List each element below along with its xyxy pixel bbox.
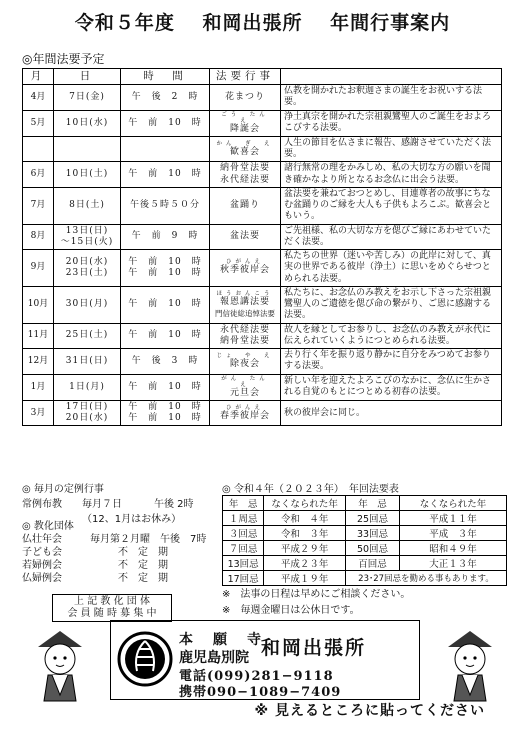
month-text: 7月 bbox=[30, 200, 46, 211]
date-text: 8日(土) bbox=[69, 200, 105, 211]
nenki-note-cell: 23･27回忌を勤める事もあります。 bbox=[346, 571, 507, 586]
note-schedule: ※ 法事の日程は早めにご相談ください。 bbox=[222, 589, 411, 600]
group-item bbox=[22, 559, 222, 572]
row-event bbox=[210, 224, 281, 250]
time-text: 午 前 9 時 bbox=[131, 231, 199, 242]
nenki-table bbox=[222, 495, 507, 586]
row-date bbox=[54, 136, 121, 162]
nenki-cell: 令和 ４年 bbox=[264, 511, 346, 526]
event-ruby: ごう たん え bbox=[221, 111, 279, 124]
date-text: 7日(金) bbox=[69, 91, 105, 102]
month-text: 1月 bbox=[30, 381, 46, 392]
group-schedule: 不 定 期 bbox=[118, 547, 168, 558]
row-date bbox=[54, 323, 121, 349]
row-month bbox=[23, 187, 54, 224]
nenki-cell: ３回忌 bbox=[223, 526, 264, 541]
nenki-cell: 大正１３年 bbox=[400, 556, 507, 571]
row-time bbox=[121, 224, 210, 250]
title-label: 年間行事案内 bbox=[330, 12, 451, 34]
schedule-heading: ◎年間法要予定 bbox=[22, 52, 105, 66]
row-date bbox=[54, 85, 121, 111]
row-time bbox=[121, 85, 210, 111]
row-date bbox=[54, 400, 121, 426]
row-desc bbox=[281, 110, 502, 136]
date-text: 17日(日) bbox=[65, 401, 109, 412]
monthly-row bbox=[22, 497, 222, 512]
group-name: 仏壮年会 bbox=[22, 534, 62, 545]
desc-text: 新しい年を迎えたよろこびのなかに、念仏に生かされる自覚のもとにつとめる初春の法要。 bbox=[284, 376, 492, 398]
desc-text: 故人を縁としてお参りし、お念仏のみ教えが永代に伝えられていくようにつとめられる法要。 bbox=[284, 324, 492, 346]
schedule-row bbox=[23, 349, 502, 375]
nenki-col-header: 年 忌 bbox=[223, 496, 264, 511]
event-text: 花まつり bbox=[224, 91, 265, 102]
row-date bbox=[54, 162, 121, 188]
event-ruby: ひがんえ bbox=[225, 259, 264, 266]
row-date bbox=[54, 187, 121, 224]
nenki-cell: 平成２９年 bbox=[264, 541, 346, 556]
row-month bbox=[23, 250, 54, 287]
col-time: 時 間 bbox=[121, 69, 210, 85]
row-date bbox=[54, 250, 121, 287]
wisteria-crest-icon bbox=[117, 631, 173, 687]
date-text: 20日(水) bbox=[65, 256, 109, 267]
time-text: 午 後 2 時 bbox=[131, 91, 199, 102]
date-text: 31日(日) bbox=[65, 355, 109, 366]
monk-mascot-right-icon bbox=[440, 625, 500, 705]
row-desc bbox=[281, 286, 502, 323]
date-text: 10日(水) bbox=[65, 117, 109, 128]
col-date: 日 bbox=[54, 69, 121, 85]
time-text: 午 前 10 時 bbox=[128, 169, 202, 179]
group-item bbox=[22, 546, 222, 559]
event-text: 秋季彼岸会 bbox=[219, 265, 270, 276]
desc-text: 人生の節目を仏さまに報告、感謝させていただく法要。 bbox=[284, 137, 492, 160]
schedule-row bbox=[23, 374, 502, 400]
recruit-box bbox=[52, 594, 172, 622]
nenki-cell: 平成１９年 bbox=[264, 571, 346, 586]
month-text: 4月 bbox=[30, 91, 46, 102]
time-text: 午 前 10 時 bbox=[128, 401, 202, 412]
schedule-row bbox=[23, 187, 502, 224]
row-date bbox=[54, 110, 121, 136]
desc-text: 浄土真宗を開かれた宗祖親鸞聖人のご誕生をおよろこびする法要。 bbox=[284, 112, 492, 134]
row-event bbox=[210, 286, 281, 323]
time-text: 午 前 10 時 bbox=[128, 256, 202, 267]
nenki-row bbox=[223, 556, 507, 571]
schedule-header-row bbox=[23, 69, 502, 85]
event-text: 歓喜会 bbox=[229, 146, 260, 157]
schedule-row bbox=[23, 323, 502, 349]
bottom-notice: ※ 見えるところに貼ってください bbox=[254, 703, 485, 719]
event-ruby: じょ や え bbox=[216, 352, 274, 359]
monthly-heading: ◎ 毎月の定例行事 bbox=[22, 484, 104, 495]
row-time bbox=[121, 110, 210, 136]
date2-text: 23日(土) bbox=[65, 268, 109, 278]
time-text: 午 前 10 時 bbox=[128, 381, 202, 392]
title-era: 令和５年度 bbox=[74, 12, 175, 34]
nenki-row bbox=[223, 541, 507, 556]
row-event bbox=[210, 250, 281, 287]
row-time bbox=[121, 250, 210, 287]
monthly-time: 午後 2時 bbox=[154, 499, 194, 510]
desc-text: 秋の彼岸会に同じ。 bbox=[284, 407, 366, 418]
row-event bbox=[210, 136, 281, 162]
desc-text: 諸行無常の理をかみしめ、私の大切な方の願いを聞き確かなより所となるお念仏に出会う法要。 bbox=[284, 163, 491, 185]
date-text: 13日(日) bbox=[65, 225, 109, 236]
group-name: 若婦例会 bbox=[22, 560, 62, 571]
row-time bbox=[121, 400, 210, 426]
nenki-row bbox=[223, 526, 507, 541]
desc-text: 去り行く年を振り返り静かに自分をみつめてお参りする法要。 bbox=[284, 350, 491, 372]
group-name: 子ども会 bbox=[22, 547, 62, 558]
nenki-cell: 25回忌 bbox=[346, 511, 400, 526]
monthly-day: 毎月７日 bbox=[82, 499, 122, 510]
row-time bbox=[121, 187, 210, 224]
month-text: 12月 bbox=[27, 355, 49, 366]
row-time bbox=[121, 136, 210, 162]
footer-box bbox=[110, 620, 420, 700]
event-text: 降誕会 bbox=[229, 123, 260, 134]
row-event bbox=[210, 187, 281, 224]
row-desc bbox=[281, 136, 502, 162]
row-time bbox=[121, 349, 210, 375]
event2-text: 納骨堂法要 bbox=[219, 335, 270, 346]
schedule-row bbox=[23, 162, 502, 188]
nenki-cell: 平成 ３年 bbox=[400, 526, 507, 541]
schedule-row bbox=[23, 110, 502, 136]
time-text: 午後５時５０分 bbox=[129, 200, 200, 211]
row-month bbox=[23, 286, 54, 323]
date2-text: 20日(水) bbox=[65, 413, 109, 424]
event-ruby: がん たん え bbox=[221, 375, 279, 388]
title-office: 和岡出張所 bbox=[202, 12, 303, 34]
row-month bbox=[23, 110, 54, 136]
nenki-row bbox=[223, 571, 507, 586]
row-event bbox=[210, 85, 281, 111]
nenki-cell: 13回忌 bbox=[223, 556, 264, 571]
nenki-col-header: なくなられた年 bbox=[264, 496, 346, 511]
month-text: 6月 bbox=[30, 169, 46, 179]
row-desc bbox=[281, 374, 502, 400]
page-title bbox=[0, 8, 525, 35]
row-month bbox=[23, 136, 54, 162]
desc-text: 仏教を開かれたお釈迦さまの誕生をお祝いする法要。 bbox=[284, 86, 483, 108]
group-schedule: 不 定 期 bbox=[118, 573, 168, 584]
row-event bbox=[210, 110, 281, 136]
nenki-cell: 50回忌 bbox=[346, 541, 400, 556]
row-time bbox=[121, 374, 210, 400]
event-ruby: ひがんえ bbox=[225, 404, 264, 411]
time-text: 午 前 10 時 bbox=[128, 117, 202, 128]
nenki-cell: 百回忌 bbox=[346, 556, 400, 571]
desc-text: ご先祖様、私の大切な方を偲びご縁にあわせていただく法要。 bbox=[284, 225, 492, 247]
group-item bbox=[22, 533, 222, 546]
col-desc bbox=[281, 69, 502, 85]
month-text: 9月 bbox=[30, 262, 46, 273]
desc-text: 私たちに、お念仏のみ教えをお示し下さった宗祖親鸞聖人のご遺徳を偲び命の繋がり、ご恩に感謝する法要。 bbox=[284, 287, 492, 321]
row-event bbox=[210, 162, 281, 188]
footer-mobile: 携帯090−1089−7409 bbox=[179, 685, 342, 700]
nenki-header-row bbox=[223, 496, 507, 511]
row-event bbox=[210, 323, 281, 349]
recruit-line2: 会 員 随 時 募 集 中 bbox=[67, 608, 157, 619]
nenki-body bbox=[223, 511, 507, 586]
time-text: 午 前 10 時 bbox=[128, 330, 202, 341]
groups-section bbox=[22, 520, 222, 585]
footer-temple: 本 願 寺 bbox=[179, 632, 264, 648]
group-list bbox=[22, 533, 222, 585]
nenki-cell: 令和 ３年 bbox=[264, 526, 346, 541]
row-desc bbox=[281, 224, 502, 250]
event-text: 春季彼岸会 bbox=[219, 410, 270, 421]
row-time bbox=[121, 286, 210, 323]
nenki-heading: ◎ 令和４年（２０２３年） 年回法要表 bbox=[222, 484, 399, 495]
nenki-cell: 平成２３年 bbox=[264, 556, 346, 571]
event-ruby: ほうおんこう bbox=[216, 291, 274, 298]
row-desc bbox=[281, 400, 502, 426]
row-desc bbox=[281, 162, 502, 188]
col-event: 法要行事 bbox=[210, 69, 281, 85]
row-desc bbox=[281, 250, 502, 287]
nenki-cell: １周忌 bbox=[223, 511, 264, 526]
schedule-row bbox=[23, 286, 502, 323]
row-date bbox=[54, 224, 121, 250]
event-ruby: かん ぎ え bbox=[216, 140, 274, 147]
event-text: 永代経法要 bbox=[219, 324, 270, 335]
schedule-row bbox=[23, 136, 502, 162]
group-schedule: 不 定 期 bbox=[118, 560, 168, 571]
month-text: 5月 bbox=[30, 117, 46, 128]
group-name: 仏婦例会 bbox=[22, 573, 62, 584]
row-month bbox=[23, 349, 54, 375]
row-month bbox=[23, 162, 54, 188]
row-event bbox=[210, 400, 281, 426]
month-text: 3月 bbox=[30, 407, 46, 418]
row-month bbox=[23, 374, 54, 400]
nenki-col-header: 年 忌 bbox=[346, 496, 400, 511]
time-text: 午 前 10 時 bbox=[128, 299, 202, 310]
row-month bbox=[23, 224, 54, 250]
schedule-row bbox=[23, 224, 502, 250]
nenki-row bbox=[223, 511, 507, 526]
footer-tel: 電話(099)281−9118 bbox=[179, 669, 334, 684]
nenki-cell: 33回忌 bbox=[346, 526, 400, 541]
time2-text: 午 前 10 時 bbox=[128, 268, 202, 278]
monk-mascot-left-icon bbox=[30, 625, 90, 705]
date2-text: ～15日(火) bbox=[60, 236, 114, 247]
date-text: 1日(月) bbox=[69, 381, 105, 392]
event-text: 盆法要 bbox=[229, 231, 260, 242]
month-text: 10月 bbox=[27, 299, 49, 310]
nenki-cell: 17回忌 bbox=[223, 571, 264, 586]
row-time bbox=[121, 323, 210, 349]
row-month bbox=[23, 400, 54, 426]
row-event bbox=[210, 349, 281, 375]
row-desc bbox=[281, 323, 502, 349]
recruit-line1: 上 記 教 化 団 体 bbox=[74, 596, 150, 607]
date-text: 30日(月) bbox=[65, 299, 109, 310]
row-date bbox=[54, 374, 121, 400]
event2-text: 門信徒総追悼法要 bbox=[215, 308, 275, 318]
group-schedule: 毎月第２月曜 午後 7時 bbox=[90, 534, 207, 545]
row-event bbox=[210, 374, 281, 400]
nenki-cell: 平成１１年 bbox=[400, 511, 507, 526]
nenki-col-header: なくなられた年 bbox=[400, 496, 507, 511]
row-desc bbox=[281, 187, 502, 224]
event2-text: 永代経法要 bbox=[219, 174, 270, 185]
row-month bbox=[23, 323, 54, 349]
nenki-cell: ７回忌 bbox=[223, 541, 264, 556]
row-date bbox=[54, 349, 121, 375]
footer-office: 和岡出張所 bbox=[261, 637, 367, 659]
desc-text: 私たちの世界（迷いや苦しみ）の此岸に対して、真実の世界である彼岸（浄土）に思いをめぐらせつとめられる法要。 bbox=[284, 251, 491, 284]
event-text: 盆踊り bbox=[229, 200, 260, 211]
schedule-body bbox=[23, 85, 502, 426]
schedule-row bbox=[23, 400, 502, 426]
row-time bbox=[121, 162, 210, 188]
date-text: 25日(土) bbox=[65, 330, 109, 341]
groups-heading: ◎ 教化団体 bbox=[22, 521, 74, 532]
row-desc bbox=[281, 85, 502, 111]
event-text: 除夜会 bbox=[229, 358, 260, 369]
monthly-name: 常例布教 bbox=[22, 499, 62, 510]
nenki-cell: 昭和４９年 bbox=[400, 541, 507, 556]
row-date bbox=[54, 286, 121, 323]
event-text: 納骨堂法要 bbox=[219, 163, 270, 174]
group-item bbox=[22, 572, 222, 585]
col-month: 月 bbox=[23, 69, 54, 85]
schedule-row bbox=[23, 85, 502, 111]
month-text: 11月 bbox=[27, 330, 49, 341]
row-desc bbox=[281, 349, 502, 375]
date-text: 10日(土) bbox=[65, 169, 109, 179]
time2-text: 午 前 10 時 bbox=[128, 413, 202, 424]
desc-text: 盆法要を兼ねておつとめし、目連尊者の故事にちなむ盆踊りのご縁を大人も子供もよろこぶ。歓喜会ともいう。 bbox=[284, 188, 492, 222]
schedule-table bbox=[22, 68, 502, 426]
note-holiday: ※ 毎週金曜日は公休日です。 bbox=[222, 605, 360, 616]
event-text: 報恩講法要 bbox=[219, 297, 270, 308]
schedule-row bbox=[23, 250, 502, 287]
time-text: 午 後 3 時 bbox=[131, 355, 199, 366]
event-text: 元旦会 bbox=[229, 387, 260, 398]
row-month bbox=[23, 85, 54, 111]
month-text: 8月 bbox=[30, 231, 46, 242]
footer-branch: 鹿児島別院 bbox=[179, 650, 249, 666]
monthly-note: （12、1月はお休み） bbox=[82, 514, 182, 525]
